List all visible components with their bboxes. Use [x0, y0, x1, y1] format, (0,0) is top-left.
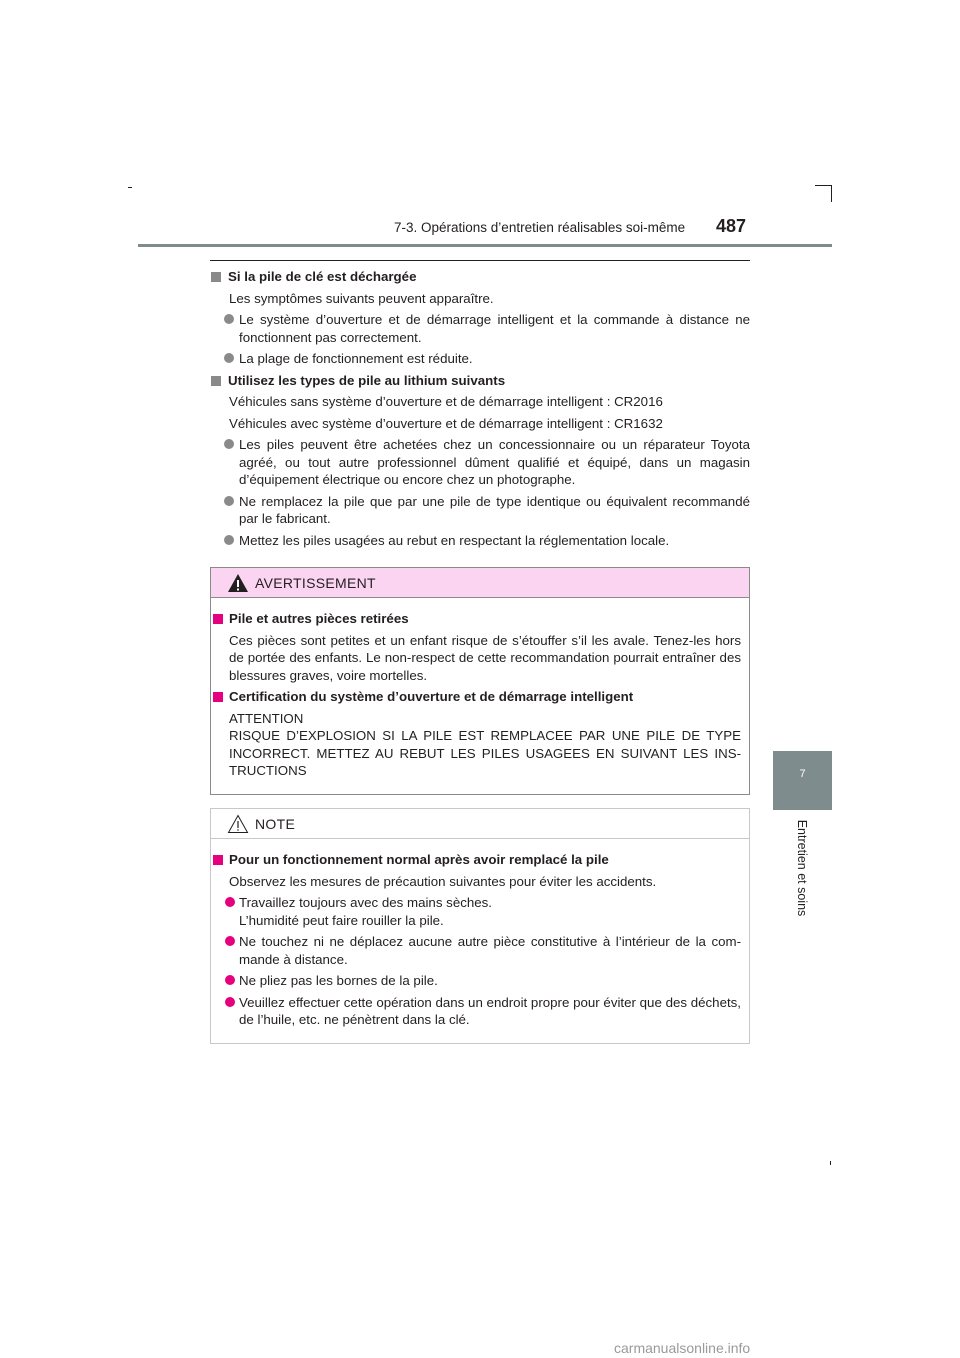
note-label: NOTE	[255, 816, 296, 832]
list-item: Travaillez toujours avec des mains sèches. L’humidité peut faire rouiller la pile.	[211, 894, 741, 929]
list-item: Veuillez effectuer cette opération dans un endroit propre pour éviter que des déchets, de l’huile, etc. ne pénètrent dans la clé.	[211, 994, 741, 1029]
crop-mark	[128, 187, 132, 188]
paragraph: Véhicules sans système d’ouverture et de démarrage intelligent : CR2016	[229, 394, 663, 409]
list-item: Ne pliez pas les bornes de la pile.	[211, 972, 741, 990]
paragraph: Véhicules avec système d’ouverture et de démarrage intelligent : CR1632	[229, 415, 663, 431]
section-heading: Si la pile de clé est déchargée	[210, 268, 750, 286]
list-item: Ne touchez ni ne déplacez aucune autre pièce constitutive à l’intérieur de la com-mande à distance.	[211, 933, 741, 968]
warning-heading: Certification du système d’ouverture et de démarrage intelligent	[211, 688, 741, 706]
square-bullet-icon	[211, 272, 221, 282]
circle-bullet-icon	[224, 353, 234, 363]
paragraph: Les symptômes suivants peuvent apparaître.	[229, 290, 494, 306]
square-bullet-icon	[213, 614, 223, 624]
list-item: Le système d’ouverture et de démarrage intelligent et la commande à distance ne fonctionnent pas correctement.	[210, 311, 750, 346]
section-heading: Utilisez les types de pile au lithium suivants	[210, 372, 750, 390]
crop-mark	[830, 1161, 831, 1165]
square-bullet-icon	[213, 855, 223, 865]
paragraph: Observez les mesures de précaution suivantes pour éviter les accidents.	[229, 873, 657, 889]
section-title: 7-3. Opérations d’entretien réalisables soi-même	[394, 220, 686, 235]
circle-bullet-icon	[225, 997, 235, 1007]
list-item: Les piles peuvent être achetées chez un concessionnaire ou un réparateur Toyota agréé, ou tout autre professionnel dûment qualifié et équipé, dans un magasin d’équipement électrique ou encore chez un photographe.	[210, 436, 750, 489]
watermark: carmanualsonline.info	[614, 1340, 751, 1356]
circle-bullet-icon	[224, 439, 234, 449]
note-box	[210, 808, 750, 1044]
note-box-header	[211, 809, 749, 839]
warning-box-header	[211, 568, 749, 598]
note-box-body	[211, 839, 749, 1043]
note-heading: Pour un fonctionnement normal après avoir remplacé la pile	[211, 851, 741, 869]
header-rule	[138, 244, 832, 247]
crop-mark	[815, 185, 832, 186]
warning-label: AVERTISSEMENT	[255, 575, 376, 591]
list-item: Mettez les piles usagées au rebut en respectant la réglementation locale.	[210, 532, 750, 550]
paragraph: Ces pièces sont petites et un enfant risque de s’étouffer s’il les avale. Tenez-les hors de portée des enfants. Le non-respect de cette recommandation pourrait entraîner des blessures graves, voire mortelles.	[229, 632, 741, 683]
circle-bullet-icon	[224, 314, 234, 324]
circle-bullet-icon	[224, 496, 234, 506]
chapter-title: Entretien et soins	[795, 819, 809, 917]
crop-mark	[831, 185, 832, 202]
warning-heading: Pile et autres pièces retirées	[211, 610, 741, 628]
list-item: La plage de fonctionnement est réduite.	[210, 350, 750, 368]
warning-box	[210, 567, 750, 795]
chapter-number: 7	[799, 768, 806, 780]
content-rule	[210, 260, 750, 261]
warning-icon	[227, 573, 249, 593]
paragraph: ATTENTION RISQUE D’EXPLOSION SI LA PILE EST REMPLACEE PAR UNE PILE DE TYPE INCORRECT. METTEZ AU REBUT LES PILES USAGEES EN SUIVANT LES INS-TRUCTIONS	[229, 710, 741, 778]
square-bullet-icon	[213, 692, 223, 702]
square-bullet-icon	[211, 376, 221, 386]
warning-box-body	[211, 598, 749, 794]
circle-bullet-icon	[225, 975, 235, 985]
chapter-tab	[773, 751, 832, 810]
list-item: Ne remplacez la pile que par une pile de type identique ou équivalent recommandé par le fabricant.	[210, 493, 750, 528]
circle-bullet-icon	[225, 897, 235, 907]
circle-bullet-icon	[225, 936, 235, 946]
page-number: 487	[716, 216, 747, 236]
caution-icon	[227, 814, 249, 834]
main-content	[210, 268, 750, 549]
circle-bullet-icon	[224, 535, 234, 545]
